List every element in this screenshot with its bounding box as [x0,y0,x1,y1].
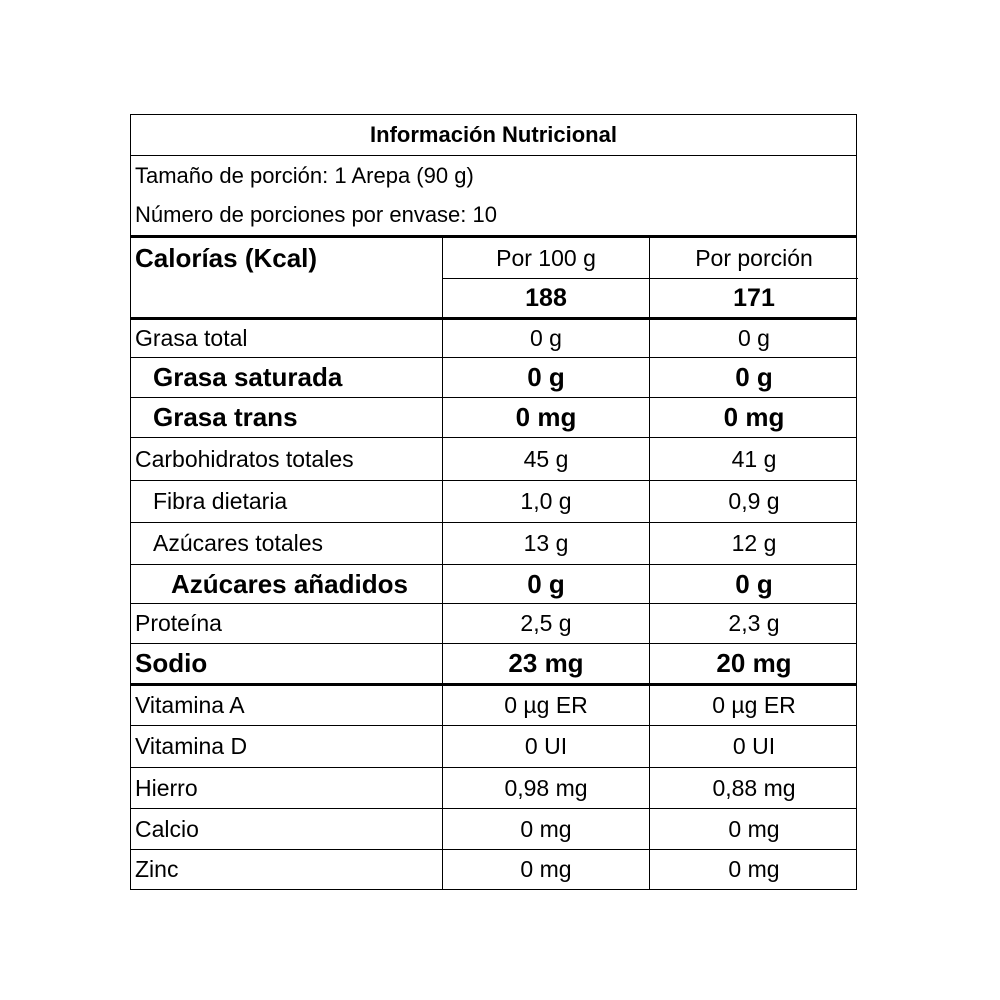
vitamin-row-vitamin-a [131,683,856,725]
nutrient-name: Grasa trans [153,402,298,432]
calories-label: Calorías (Kcal) [135,243,318,273]
col-header-per-100g: Por 100 g [443,238,649,279]
nutrient-per-100g: 2,5 g [442,604,649,643]
nutrient-name: Grasa saturada [153,362,343,392]
nutrient-per-serving: 2,3 g [649,604,858,643]
vitamin-row-vitamin-d [131,725,856,767]
nutrient-per-100g: 0 mg [442,850,649,889]
nutrient-row-total-fat [131,317,856,357]
nutrient-per-serving: 0 g [649,565,858,603]
nutrient-per-100g: 45 g [442,438,649,480]
servings-per-container: Número de porciones por envase: 10 [135,202,497,227]
mineral-row-iron [131,767,856,808]
nutrient-name: Sodio [135,648,208,678]
nutrient-per-100g: 0 g [442,358,649,397]
calories-row [131,235,856,317]
nutrient-per-100g: 1,0 g [442,481,649,522]
nutrient-per-100g: 0 mg [442,398,649,437]
calories-per-serving: 171 [733,283,775,312]
nutrient-name: Zinc [135,856,179,882]
nutrient-per-serving: 0,88 mg [649,768,858,808]
nutrient-per-100g: 23 mg [442,644,649,683]
calories-per-100g: 188 [525,283,567,312]
nutrient-row-added-sugars [131,564,856,603]
nutrient-per-serving: 12 g [649,523,858,564]
nutrient-per-serving: 0 mg [649,809,858,849]
nutrient-name: Vitamina D [135,733,248,759]
nutrient-per-100g: 0 UI [442,726,649,767]
nutrient-row-total-carbs [131,437,856,480]
nutrient-per-100g: 0,98 mg [442,768,649,808]
nutrient-row-sodium [131,643,856,683]
nutrient-per-100g: 0 mg [442,809,649,849]
nutrient-per-serving: 0 µg ER [649,686,858,725]
nutrient-per-serving: 20 mg [649,644,858,683]
nutrient-per-100g: 0 g [442,320,649,357]
table-title: Información Nutricional [370,122,617,147]
nutrient-name: Calcio [135,815,199,842]
col-header-per-serving: Por porción [650,238,858,279]
nutrient-per-serving: 0 g [649,320,858,357]
nutrient-name: Hierro [135,774,198,801]
nutrient-per-serving: 0 UI [649,726,858,767]
nutrient-row-dietary-fiber [131,480,856,522]
nutrient-per-serving: 0,9 g [649,481,858,522]
nutrient-per-serving: 0 mg [649,398,858,437]
nutrient-name: Fibra dietaria [153,488,288,514]
nutrient-name: Vitamina A [135,692,245,718]
nutrient-row-trans-fat [131,397,856,437]
serving-size: Tamaño de porción: 1 Arepa (90 g) [131,155,856,195]
nutrient-row-saturated-fat [131,357,856,397]
nutrient-name: Carbohidratos totales [135,445,354,472]
nutrient-name: Azúcares añadidos [171,568,408,599]
mineral-row-zinc [131,849,856,889]
nutrient-row-total-sugars [131,522,856,564]
col-per-serving [649,238,858,317]
nutrient-name: Grasa total [135,325,248,351]
nutrient-per-100g: 0 g [442,565,649,603]
nutrient-name: Proteína [135,610,222,636]
nutrient-per-serving: 41 g [649,438,858,480]
nutrient-row-protein [131,603,856,643]
col-per-100g [442,238,649,317]
nutrition-facts-table [130,114,857,890]
nutrient-per-serving: 0 g [649,358,858,397]
nutrient-name: Azúcares totales [153,530,324,556]
nutrient-per-100g: 13 g [442,523,649,564]
mineral-row-calcium [131,808,856,849]
nutrient-per-100g: 0 µg ER [442,686,649,725]
nutrient-per-serving: 0 mg [649,850,858,889]
